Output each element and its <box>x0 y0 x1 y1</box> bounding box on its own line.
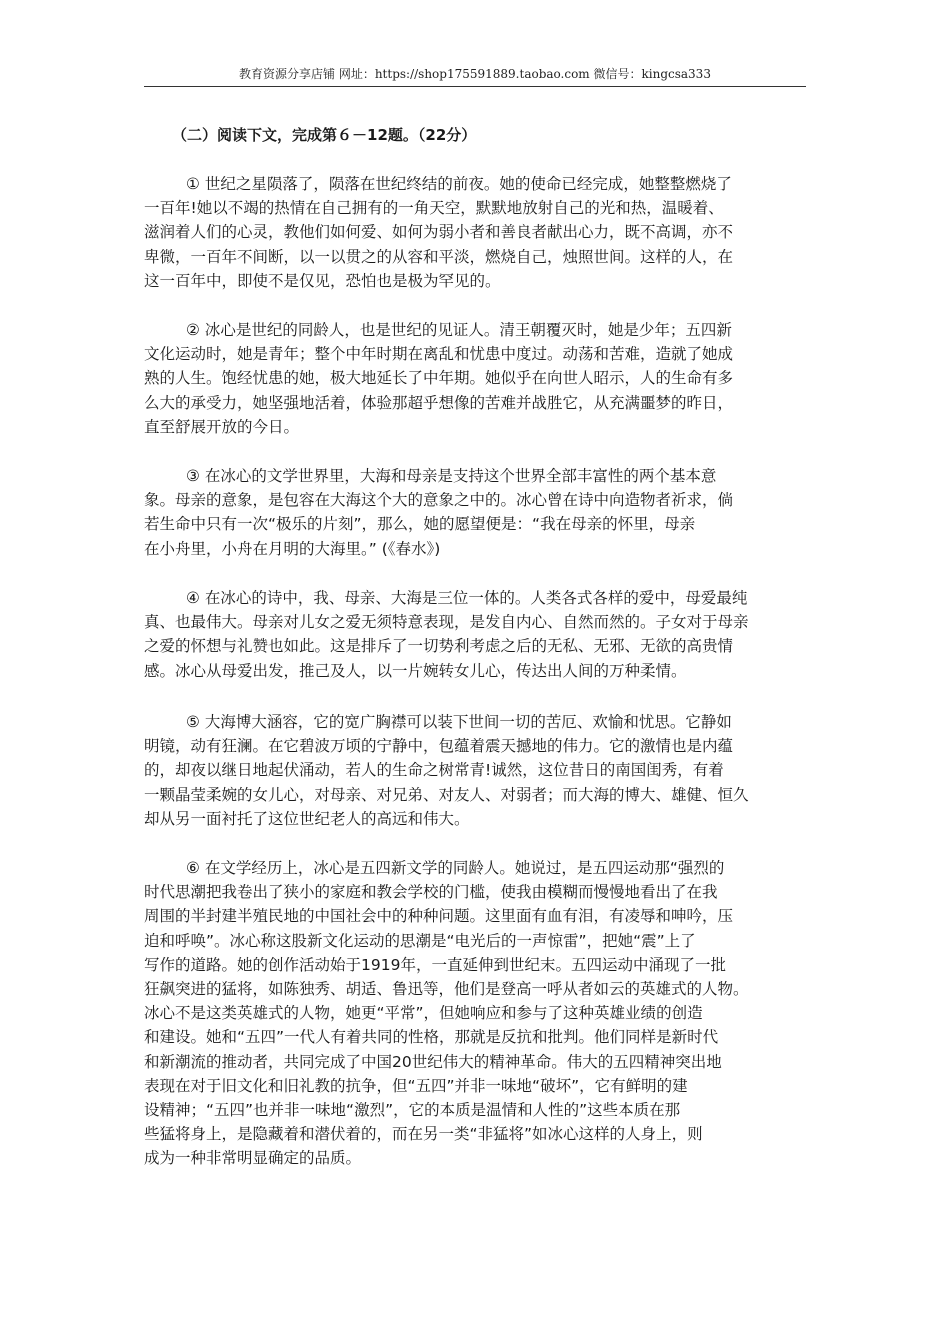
paragraph-line: 么大的承受力，她坚强地活着，体验那超乎想像的苦难并战胜它，从充满噩梦的昨日， <box>144 393 734 412</box>
paragraph-4 <box>144 586 814 683</box>
paragraph-line: 象。母亲的意象，是包容在大海这个大的意象之中的。冰心曾在诗中向造物者祈求，倘 <box>144 491 734 510</box>
paragraph-line: ⑤ 大海博大涵容，它的宽广胸襟可以装下世间一切的苦厄、欢愉和忧思。它静如 <box>186 713 732 731</box>
paragraph-line: 卑微，一百年不间断，以一以贯之的从容和平淡，燃烧自己，烛照世间。这样的人，在 <box>144 247 734 266</box>
paragraph-line: ④ 在冰心的诗中，我、母亲、大海是三位一体的。人类各式各样的爱中，母爱最纯 <box>186 589 748 607</box>
section-title: （二）阅读下文，完成第６－12题。（22分） <box>172 126 477 144</box>
paragraph-line: 成为一种非常明显确定的品质。 <box>144 1149 362 1168</box>
paragraph-line: 写作的道路。她的创作活动始于1919年，一直延伸到世纪末。五四运动中涌现了一批 <box>144 955 726 974</box>
paragraph-2 <box>144 318 814 439</box>
paragraph-line: 冰心不是这类英雄式的人物，她更“平常”，但她响应和参与了这种英雄业绩的创造 <box>144 1004 703 1023</box>
paragraph-line: 明镜，动有狂澜。在它碧波万顷的宁静中，包蕴着震天撼地的伟力。它的激情也是内蕴 <box>144 737 734 756</box>
paragraph-line: 周围的半封建半殖民地的中国社会中的种种问题。这里面有血有泪，有凌辱和呻吟，压 <box>144 907 734 926</box>
paragraph-line: 的，却夜以继日地起伏涌动，若人的生命之树常青!诚然，这位昔日的南国闺秀，有着 <box>144 761 724 780</box>
paragraph-3 <box>144 464 814 561</box>
paragraph-line: ⑥ 在文学经历上，冰心是五四新文学的同龄人。她说过，是五四运动那“强烈的 <box>186 859 725 877</box>
paragraph-line: 感。冰心从母爱出发，推己及人，以一片婉转女儿心，传达出人间的万种柔情。 <box>144 661 687 680</box>
paragraph-1 <box>144 172 814 293</box>
paragraph-line: 表现在对于旧文化和旧礼教的抗争，但“五四”并非一味地“破坏”，它有鲜明的建 <box>144 1076 688 1095</box>
paragraph-line: 设精神；“五四”也并非一味地“激烈”，它的本质是温情和人性的”这些本质在那 <box>144 1100 681 1119</box>
paragraph-line: 直至舒展开放的今日。 <box>144 417 300 436</box>
paragraph-line: 时代思潮把我卷出了狭小的家庭和教会学校的门槛，使我由模糊而慢慢地看出了在我 <box>144 883 718 902</box>
paragraph-line: 和新潮流的推动者，共同完成了中国20世纪伟大的精神革命。伟大的五四精神突出地 <box>144 1052 722 1071</box>
paragraph-5 <box>144 710 814 831</box>
paragraph-line: 滋润着人们的心灵，教他们如何爱、如何为弱小者和善良者献出心力，既不高调，亦不 <box>144 223 734 242</box>
paragraph-line: ② 冰心是世纪的同龄人，也是世纪的见证人。清王朝覆灭时，她是少年；五四新 <box>186 321 732 339</box>
paragraph-line: 迫和呼唤”。冰心称这股新文化运动的思潮是“电光后的一声惊雷”，把她“震”上了 <box>144 931 696 950</box>
paragraph-line: 若生命中只有一次“极乐的片刻”，那么，她的愿望便是：“我在母亲的怀里，母亲 <box>144 515 696 534</box>
paragraph-line: 在小舟里，小舟在月明的大海里。” (《春水》) <box>144 539 441 558</box>
paragraph-line: ① 世纪之星陨落了，陨落在世纪终结的前夜。她的使命已经完成，她整整燃烧了 <box>186 175 732 193</box>
paragraph-line: 这一百年中，即使不是仅见，恐怕也是极为罕见的。 <box>144 271 501 290</box>
paragraph-line: 些猛将身上，是隐藏着和潜伏着的，而在另一类“非猛将”如冰心这样的人身上，则 <box>144 1125 703 1144</box>
paragraph-line: 狂飙突进的猛将，如陈独秀、胡适、鲁迅等，他们是登高一呼从者如云的英雄式的人物。 <box>144 979 749 998</box>
page-header: 教育资源分享店铺 网址：https://shop175591889.taobao.com 微信号：kingcsa333 <box>144 62 806 87</box>
paragraph-line: 之爱的怀想与礼赞也如此。这是排斥了一切势利考虑之后的无私、无邪、无欲的高贵情 <box>144 637 734 656</box>
paragraph-line: 一百年!她以不竭的热情在自己拥有的一角天空，默默地放射自己的光和热，温暖着、 <box>144 199 724 218</box>
paragraph-line: 和建设。她和“五四”一代人有着共同的性格，那就是反抗和批判。他们同样是新时代 <box>144 1028 719 1047</box>
paragraph-line: 真、也最伟大。母亲对儿女之爱无须特意表现，是发自内心、自然而然的。子女对于母亲 <box>144 613 749 632</box>
paragraph-6 <box>144 856 814 1170</box>
paragraph-line: 一颗晶莹柔婉的女儿心，对母亲、对兄弟、对友人、对弱者；而大海的博大、雄健、恒久 <box>144 785 749 804</box>
paragraph-line: 熟的人生。饱经忧患的她，极大地延长了中年期。她似乎在向世人昭示，人的生命有多 <box>144 369 734 388</box>
paragraph-line: ③ 在冰心的文学世界里，大海和母亲是支持这个世界全部丰富性的两个基本意 <box>186 467 717 485</box>
paragraph-line: 文化运动时，她是青年；整个中年时期在离乱和忧患中度过。动荡和苦难，造就了她成 <box>144 345 734 364</box>
paragraph-line: 却从另一面衬托了这位世纪老人的高远和伟大。 <box>144 809 470 828</box>
